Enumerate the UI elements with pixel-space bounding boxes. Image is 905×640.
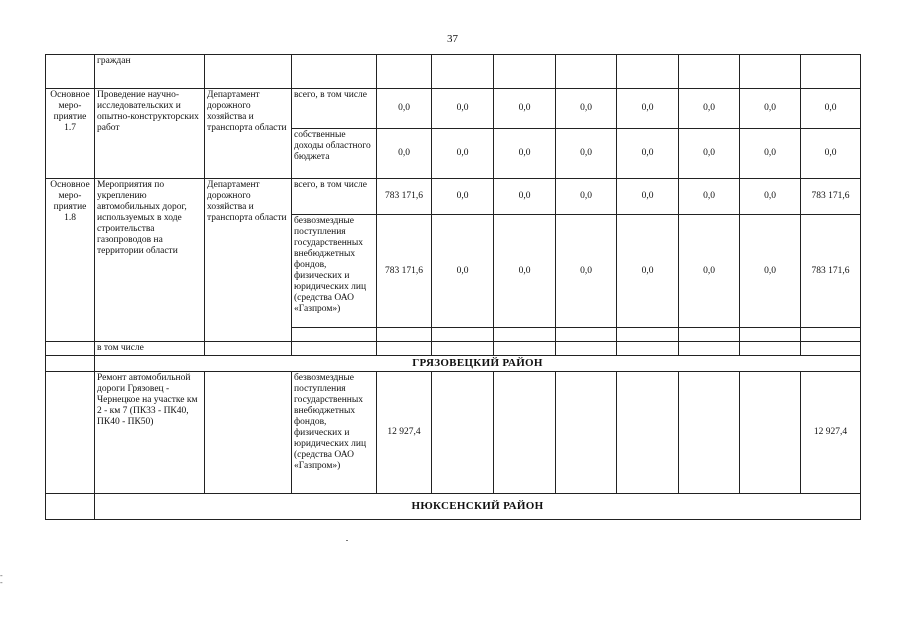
including-label: в том числе [95,342,205,356]
source-cell: всего, в том числе [292,179,377,215]
value-cell: 0,0 [740,179,801,215]
value-cell: 0,0 [432,215,494,328]
value-cell: 0,0 [556,215,617,328]
name-cell: Проведение научно-исследовательских и опытно-конструкторских работ [95,89,205,179]
value-cell: 0,0 [617,89,679,129]
budget-table [45,54,861,520]
code-cell: Основное меро-приятие 1.8 [46,179,95,342]
value-cell: 0,0 [801,129,861,179]
table-row [46,179,861,215]
value-cell: 0,0 [679,89,740,129]
value-cell: 0,0 [740,89,801,129]
value-cell: 0,0 [617,129,679,179]
table-row [46,372,861,494]
value-cell [617,372,679,494]
value-cell [494,372,556,494]
value-cell [556,372,617,494]
value-cell: 0,0 [556,179,617,215]
page-number: 37 [447,33,458,45]
value-cell: 12 927,4 [801,372,861,494]
region-title: ГРЯЗОВЕЦКИЙ РАЙОН [95,356,861,372]
value-cell: 783 171,6 [377,215,432,328]
value-cell: 0,0 [679,215,740,328]
value-cell: 0,0 [432,179,494,215]
code-cell: Основное меро-приятие 1.7 [46,89,95,179]
value-cell: 783 171,6 [377,179,432,215]
value-cell: 0,0 [494,215,556,328]
name-cell: Ремонт автомобильной дороги Грязовец - Чернецкое на участке км 2 - км 7 (ПК33 - ПК40, ПК40 - ПК50) [95,372,205,494]
value-cell: 0,0 [432,129,494,179]
name-cell: граждан [95,55,205,89]
table-row [46,55,861,89]
value-cell: 0,0 [617,179,679,215]
value-cell [679,372,740,494]
value-cell: 12 927,4 [377,372,432,494]
value-cell: 0,0 [377,129,432,179]
margin-mark: - [0,571,3,580]
value-cell: 0,0 [740,129,801,179]
value-cell: 783 171,6 [801,179,861,215]
region-header [46,356,861,372]
executor-cell: Департамент дорожного хозяйства и транспорта области [205,89,292,179]
value-cell: 783 171,6 [801,215,861,328]
value-cell: 0,0 [494,89,556,129]
source-cell: всего, в том числе [292,89,377,129]
value-cell: 0,0 [377,89,432,129]
margin-mark: - [0,578,3,587]
table-row [46,342,861,356]
source-cell: собственные доходы областного бюджета [292,129,377,179]
table-row [46,89,861,129]
value-cell: 0,0 [617,215,679,328]
value-cell: 0,0 [556,129,617,179]
value-cell: 0,0 [679,179,740,215]
executor-cell: Департамент дорожного хозяйства и транспорта области [205,179,292,342]
region-title: НЮКСЕНСКИЙ РАЙОН [95,494,861,520]
name-cell: Мероприятия по укреплению автомобильных дорог, используемых в ходе строительства газопроводов на территории области [95,179,205,342]
region-header [46,494,861,520]
value-cell [740,372,801,494]
scan-dot [346,540,348,541]
value-cell: 0,0 [740,215,801,328]
value-cell: 0,0 [494,129,556,179]
source-cell: безвозмездные поступления государственных внебюджетных фондов, физических и юридических лиц (средства ОАО «Газпром») [292,215,377,328]
value-cell: 0,0 [801,89,861,129]
value-cell: 0,0 [679,129,740,179]
value-cell: 0,0 [494,179,556,215]
value-cell: 0,0 [556,89,617,129]
value-cell [432,372,494,494]
value-cell: 0,0 [432,89,494,129]
source-cell: безвозмездные поступления государственных внебюджетных фондов, физических и юридических лиц (средства ОАО «Газпром») [292,372,377,494]
